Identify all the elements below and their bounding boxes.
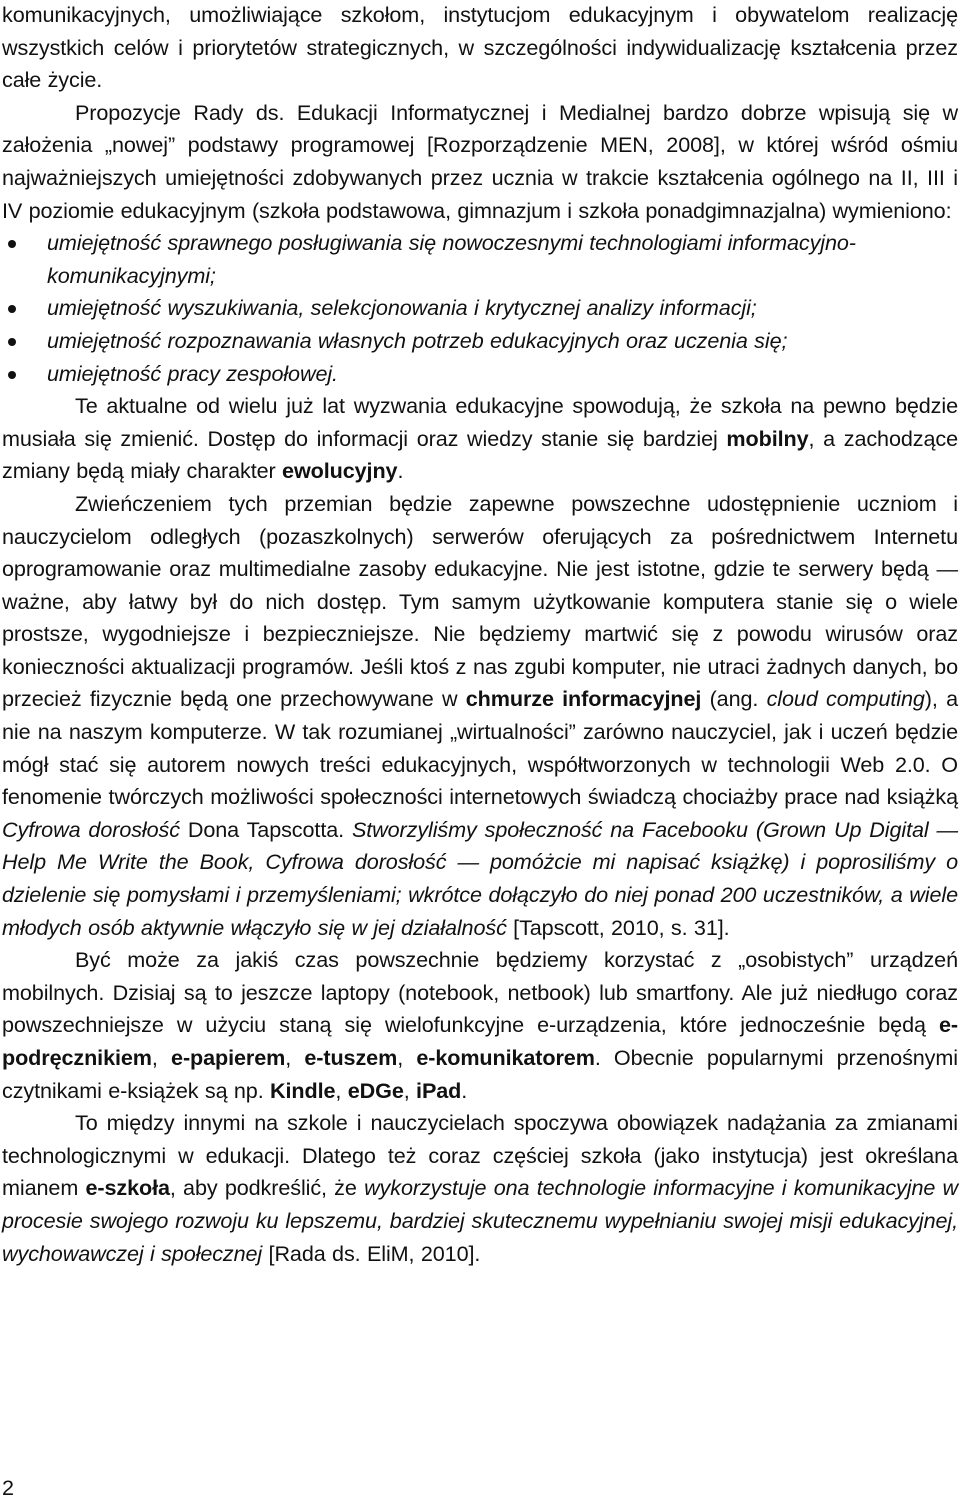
text-run: Być może za jakiś czas powszechnie będziemy korzystać z „osobistych” urządzeń mobilnych. Dzisiaj są to jeszcze laptopy (notebook, netbook) lub smartfony. Ale już niedługo coraz powszechniejsze w użyciu staną się wielofunkcyjne e-urządzenia, które jednocześnie będą bbox=[2, 947, 958, 1038]
list-item: umiejętność pracy zespołowej. bbox=[2, 358, 958, 391]
paragraph-devices bbox=[2, 944, 958, 1107]
paragraph-e-school bbox=[2, 1107, 958, 1270]
bold-term: e-papierem bbox=[171, 1045, 286, 1070]
italic-quote: Stworzyliśmy społeczność na Facebooku (Grown Up Digital — Help Me Write the Book, Cyfrowa dorosłość — pomóżcie mi napisać książkę) i poprosiliśmy o dzielenie się pomysłami i przemyśleniami; wkrótce dołączyło do niej ponad 200 uczestników, a wiele młodych osób aktywnie włączyło się w jej działalność bbox=[2, 816, 958, 940]
text-run: , a zachodzące zmiany będą miały charakter bbox=[2, 425, 958, 484]
bold-term-cloud: chmurze informacyjnej bbox=[465, 686, 702, 712]
paragraph-continuation: komunikacyjnych, umożliwiające szkołom, instytucjom edukacyjnym i obywatelom realizację wszystkich celów i priorytetów strategicznych, w szczególności indywidualizację kształcenia przez całe życie. bbox=[2, 2, 958, 93]
text-run: , bbox=[335, 1077, 348, 1103]
list-item: umiejętność sprawnego posługiwania się nowoczesnymi technologiami informacyjno-komunikacyjnymi; bbox=[2, 227, 958, 292]
bold-term-mobile: mobilny bbox=[726, 425, 809, 451]
skills-list bbox=[2, 227, 958, 390]
text-run: , bbox=[285, 1045, 305, 1070]
bold-term: eDGe bbox=[347, 1077, 404, 1103]
list-item: umiejętność wyszukiwania, selekcjonowania i krytycznej analizy informacji; bbox=[2, 292, 958, 325]
bold-term: e-komunikatorem bbox=[416, 1045, 595, 1070]
italic-quote: wykorzystuje ona technologie informacyjne i komunikacyjne w procesie swojego rozwoju ku lepszemu, bardziej skutecznemu wypełnianiu swojej misji edukacyjnej, wychowawczej i społecznej bbox=[2, 1175, 959, 1266]
text-run: Dona Tapscotta. bbox=[179, 816, 352, 842]
bold-term: iPad bbox=[416, 1077, 462, 1103]
page-number: 2 bbox=[2, 1475, 15, 1500]
text-run: Te aktualne od wielu już lat wyzwania edukacyjne spowodują, że szkoła na pewno będzie musiała się zmienić. Dostęp do informacji oraz wiedzy stanie się bardziej bbox=[2, 393, 958, 451]
text-run: , bbox=[397, 1045, 417, 1070]
paragraph-challenges bbox=[2, 390, 958, 488]
text-run: . Obecnie popularnymi przenośnymi czytnikami e-książek są np. bbox=[2, 1045, 958, 1103]
text-run: [Tapscott, 2010, s. 31]. bbox=[506, 914, 730, 940]
text-run: , bbox=[151, 1045, 172, 1070]
bold-term: Kindle bbox=[270, 1077, 336, 1103]
list-item: umiejętność rozpoznawania własnych potrzeb edukacyjnych oraz uczenia się; bbox=[2, 325, 958, 358]
italic-term-cloud-computing: cloud computing bbox=[766, 686, 925, 712]
text-run: To między innymi na szkole i nauczycielach spoczywa obowiązek nadążania za zmianami technologicznymi w edukacji. Dlatego też coraz częściej szkoła (jako instytucja) jest określana mianem bbox=[2, 1110, 958, 1201]
text-run: , aby podkreślić, że bbox=[169, 1175, 365, 1201]
text-run: [Rada ds. EliM, 2010]. bbox=[262, 1240, 481, 1266]
text-run: ), a nie na naszym komputerze. W tak rozumianej „wirtualności” zarówno nauczyciel, jak i uczeń będzie mógł stać się autorem nowych treści edukacyjnych, współtworzonych w technologii Web 2.0. O fenomenie twórczych możliwości społeczności internetowych świadczą chociażby prace nad książką bbox=[2, 686, 958, 810]
text-run: (ang. bbox=[701, 686, 767, 712]
bold-term-evolutionary: ewolucyjny bbox=[282, 458, 398, 484]
paragraph-cloud bbox=[2, 488, 958, 944]
bold-term: e-podręcznikiem bbox=[2, 1012, 958, 1070]
text-run: . bbox=[397, 458, 404, 484]
body-text bbox=[2, 0, 958, 1270]
italic-book-title: Cyfrowa dorosłość bbox=[2, 816, 180, 842]
text-run: . bbox=[461, 1077, 468, 1103]
text-run: Zwieńczeniem tych przemian będzie zapewne powszechne udostępnienie uczniom i nauczycielom odległych (pozaszkolnych) serwerów oferujących za pośrednictwem Internetu oprogramowanie oraz multimedialne zasoby edukacyjne. Nie jest istotne, gdzie te serwery będą — ważne, aby łatwy był do nich dostęp. Tym samym użytkowanie komputera stanie się o wiele prostsze, wygodniejsze i bezpieczniejsze. Nie będziemy martwić się z powodu wirusów oraz konieczności aktualizacji programów. Jeśli ktoś z nas zgubi komputer, nie utraci żadnych danych, bo przecież fizycznie będą one przechowywane w bbox=[2, 490, 958, 712]
text-run: , bbox=[403, 1077, 417, 1103]
paragraph-council-proposals: Propozycje Rady ds. Edukacji Informatycznej i Medialnej bardzo dobrze wpisują się w założenia „nowej” podstawy programowej [Rozporządzenie MEN, 2008], w której wśród ośmiu najważniejszych umiejętności zdobywanych przez ucznia w trakcie kształcenia ogólnego na II, III i IV poziomie edukacyjnym (szkoła podstawowa, gimnazjum i szkoła ponadgimnazjalna) wymieniono: bbox=[2, 99, 958, 223]
bold-term: e-tuszem bbox=[304, 1045, 398, 1070]
bold-term-e-school: e-szkoła bbox=[85, 1175, 170, 1201]
